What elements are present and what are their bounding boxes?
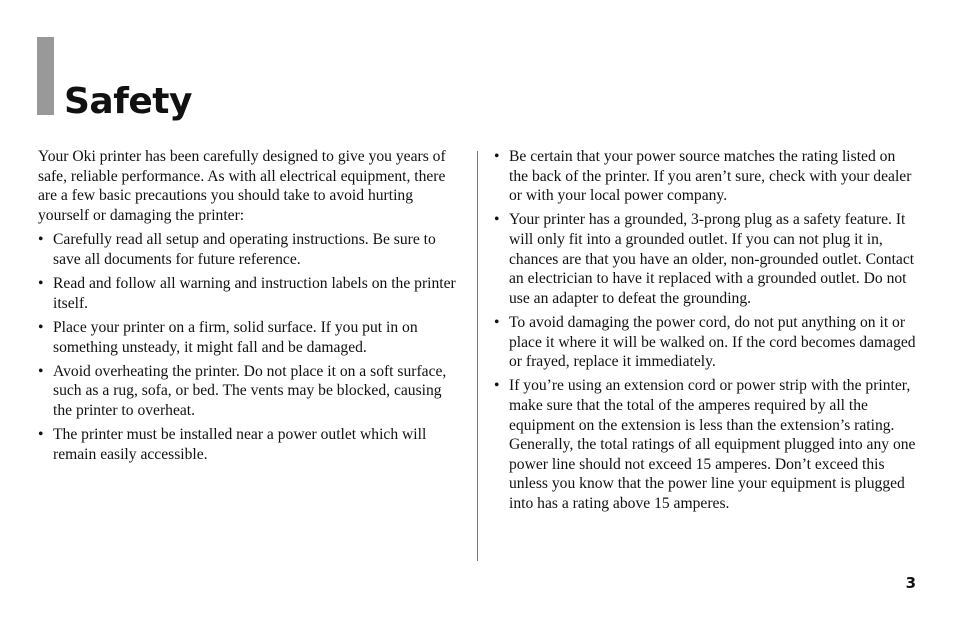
column-divider xyxy=(477,151,478,561)
bullet-icon: • xyxy=(494,211,500,229)
bullet-item xyxy=(38,425,456,464)
left-bullet-list xyxy=(38,230,456,464)
right-bullet-list xyxy=(494,147,918,513)
bullet-icon: • xyxy=(38,231,44,249)
bullet-text: The printer must be installed near a power outlet which will remain easily accessible. xyxy=(53,426,427,463)
left-column xyxy=(38,147,456,469)
bullet-icon: • xyxy=(494,377,500,395)
bullet-item xyxy=(494,147,918,206)
bullet-item xyxy=(38,274,456,313)
bullet-text: Carefully read all setup and operating instructions. Be sure to save all documents for future reference. xyxy=(53,231,436,268)
bullet-item xyxy=(494,313,918,372)
page-number: 3 xyxy=(905,574,916,592)
bullet-icon: • xyxy=(38,362,44,380)
bullet-text: If you’re using an extension cord or power strip with the printer, make sure that the total of the amperes required by all the equipment on the extension is less than the extension’s rating. Generally, the total ratings of all equipment plugged into any one power line should not exceed 15 amperes. Don’t exceed this unless you know that the power line your equipment is plugged into has a rating above 15 amperes. xyxy=(509,377,916,512)
bullet-text: Read and follow all warning and instruction labels on the printer itself. xyxy=(53,275,456,312)
bullet-icon: • xyxy=(494,313,500,331)
page-title: Safety xyxy=(64,81,192,122)
bullet-icon: • xyxy=(38,275,44,293)
title-accent-bar xyxy=(37,37,54,115)
intro-paragraph: Your Oki printer has been carefully designed to give you years of safe, reliable performance. As with all electrical equipment, there are a few basic precautions you should take to avoid hurting yourself or damaging the printer: xyxy=(38,148,446,224)
bullet-text: To avoid damaging the power cord, do not put anything on it or place it where it will be walked on. If the cord becomes damaged or frayed, replace it immediately. xyxy=(509,313,916,371)
bullet-item xyxy=(38,230,456,269)
bullet-text: Your printer has a grounded, 3-prong plug as a safety feature. It will only fit into a grounded outlet. If you can not plug it in, chances are that you have an older, non-grounded outlet. Contact an electrician to have it replaced with a grounded outlet. Do not use an adapter to defeat the grounding. xyxy=(509,211,915,307)
bullet-text: Be certain that your power source matches the rating listed on the back of the printer. If you aren’t sure, check with your dealer or with your local power company. xyxy=(509,148,912,205)
right-column xyxy=(494,147,918,518)
bullet-item xyxy=(38,362,456,421)
bullet-item xyxy=(38,318,456,357)
bullet-text: Avoid overheating the printer. Do not place it on a soft surface, such as a rug, sofa, or bed. The vents may be blocked, causing the printer to overheat. xyxy=(53,362,447,419)
bullet-item xyxy=(494,210,918,308)
bullet-icon: • xyxy=(38,318,44,336)
bullet-text: Place your printer on a firm, solid surface. If you put in on something unsteady, it might fall and be damaged. xyxy=(53,318,418,356)
bullet-item xyxy=(494,376,918,513)
bullet-icon: • xyxy=(494,148,500,165)
bullet-icon: • xyxy=(38,426,44,444)
